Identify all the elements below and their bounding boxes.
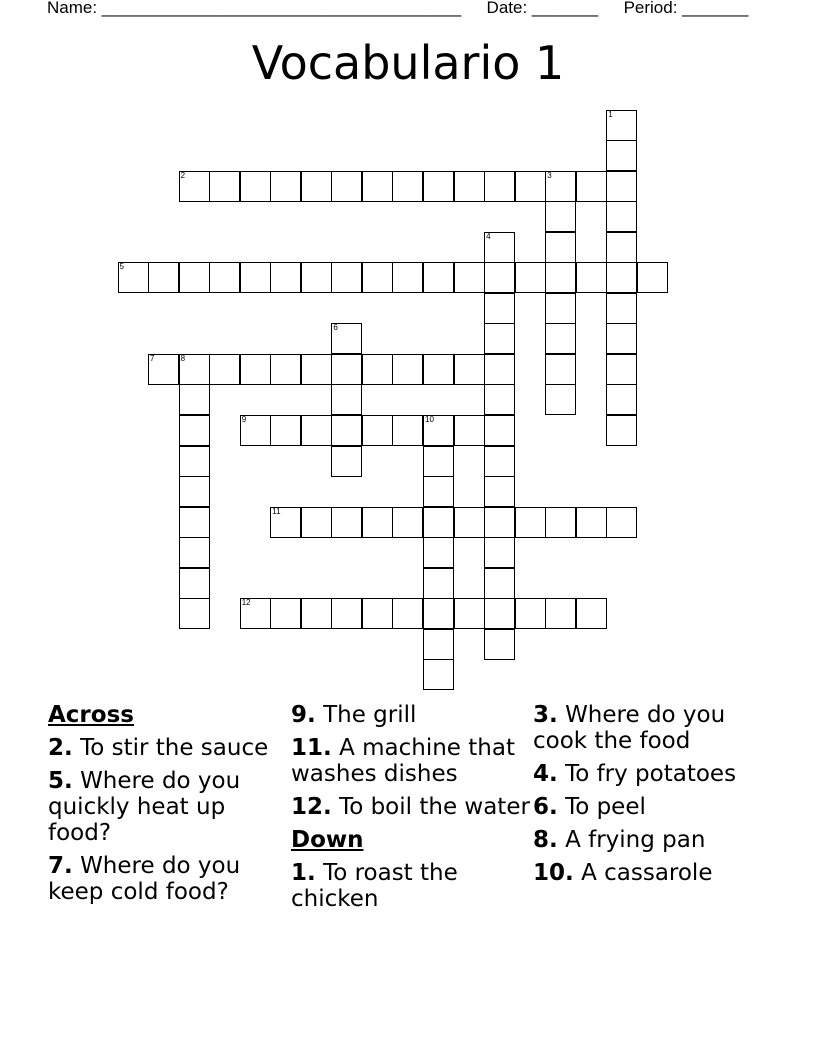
crossword-cell[interactable] <box>484 323 515 354</box>
crossword-cell[interactable] <box>484 568 515 599</box>
crossword-cell[interactable] <box>606 201 637 232</box>
crossword-cell[interactable] <box>484 384 515 415</box>
crossword-cell[interactable] <box>423 568 454 599</box>
crossword-cell[interactable] <box>331 446 362 477</box>
clue-number: 2 <box>180 170 186 180</box>
crossword-cell[interactable] <box>423 476 454 507</box>
clue-number: 11 <box>272 506 281 516</box>
crossword-cell[interactable] <box>484 232 515 263</box>
crossword-cell[interactable] <box>484 354 515 385</box>
crossword-cell[interactable] <box>545 293 576 324</box>
crossword-cell[interactable] <box>301 171 332 202</box>
crossword-cell[interactable] <box>179 537 210 568</box>
clue-number: 12 <box>241 598 251 608</box>
crossword-cell[interactable] <box>545 323 576 354</box>
crossword-cell[interactable] <box>545 171 576 202</box>
crossword-cell[interactable] <box>606 415 637 446</box>
crossword-cell[interactable] <box>331 262 362 293</box>
crossword-cell[interactable] <box>454 262 485 293</box>
crossword-cell[interactable] <box>392 262 423 293</box>
clue-down-4: 4. To fry potatoes <box>533 761 737 787</box>
crossword-cell[interactable] <box>484 507 515 538</box>
crossword-cell[interactable] <box>148 262 179 293</box>
clue-down-10: 10. A cassarole <box>533 860 713 886</box>
crossword-cell[interactable] <box>423 598 454 629</box>
crossword-cell[interactable] <box>118 262 149 293</box>
crossword-cell[interactable] <box>148 354 179 385</box>
crossword-cell[interactable] <box>179 171 210 202</box>
crossword-cell[interactable] <box>331 384 362 415</box>
crossword-cell[interactable] <box>545 598 576 629</box>
crossword-cell[interactable] <box>209 354 240 385</box>
crossword-cell[interactable] <box>545 354 576 385</box>
crossword-cell[interactable] <box>179 262 210 293</box>
crossword-cell[interactable] <box>484 537 515 568</box>
crossword-cell[interactable] <box>392 415 423 446</box>
crossword-cell[interactable] <box>545 232 576 263</box>
crossword-cell[interactable] <box>270 598 301 629</box>
crossword-cell[interactable] <box>484 171 515 202</box>
crossword-cell[interactable] <box>362 171 393 202</box>
clue-across-9: 9. The grill <box>291 702 417 728</box>
clue-column-3 <box>533 702 773 893</box>
crossword-cell[interactable] <box>484 293 515 324</box>
crossword-cell[interactable] <box>240 598 271 629</box>
crossword-cell[interactable] <box>179 446 210 477</box>
crossword-cell[interactable] <box>392 171 423 202</box>
crossword-cell[interactable] <box>484 598 515 629</box>
crossword-cell[interactable] <box>606 384 637 415</box>
crossword-cell[interactable] <box>423 354 454 385</box>
clue-column-2 <box>291 702 531 919</box>
crossword-cell[interactable] <box>606 110 637 141</box>
crossword-cell[interactable] <box>362 507 393 538</box>
crossword-cell[interactable] <box>484 415 515 446</box>
crossword-cell[interactable] <box>179 507 210 538</box>
crossword-cell[interactable] <box>545 201 576 232</box>
clue-number: 10 <box>425 415 434 424</box>
crossword-cell[interactable] <box>240 262 271 293</box>
crossword-cell[interactable] <box>515 171 546 202</box>
clue-number: 5 <box>119 262 124 272</box>
crossword-cell[interactable] <box>179 476 210 507</box>
crossword-cell[interactable] <box>301 507 332 538</box>
crossword-cell[interactable] <box>576 171 607 202</box>
clue-number: 4 <box>486 231 491 241</box>
clue-number: 6 <box>333 323 338 333</box>
clue-number: 1 <box>608 109 613 119</box>
crossword-cell[interactable] <box>301 598 332 629</box>
crossword-cell[interactable] <box>392 598 423 629</box>
crossword-cell[interactable] <box>423 537 454 568</box>
crossword-cell[interactable] <box>515 598 546 629</box>
crossword-cell[interactable] <box>270 354 301 385</box>
crossword-cell[interactable] <box>423 659 454 690</box>
crossword-cell[interactable] <box>331 323 362 354</box>
crossword-cell[interactable] <box>270 171 301 202</box>
crossword-cell[interactable] <box>331 415 362 446</box>
crossword-cell[interactable] <box>606 232 637 263</box>
clue-across-12: 12. To boil the water <box>291 794 530 820</box>
clue-across-2: 2. To stir the sauce <box>48 735 269 761</box>
crossword-cell[interactable] <box>606 140 637 171</box>
crossword-cell[interactable] <box>484 262 515 293</box>
crossword-cell[interactable] <box>392 354 423 385</box>
crossword-cell[interactable] <box>454 598 485 629</box>
crossword-cell[interactable] <box>240 354 271 385</box>
crossword-cell[interactable] <box>240 415 271 446</box>
crossword-cell[interactable] <box>423 507 454 538</box>
crossword-cell[interactable] <box>423 629 454 660</box>
crossword-cell[interactable] <box>454 354 485 385</box>
crossword-cell[interactable] <box>545 262 576 293</box>
crossword-cell[interactable] <box>423 446 454 477</box>
crossword-cell[interactable] <box>179 568 210 599</box>
name-field[interactable]: Name: ______________________________________ <box>47 0 462 17</box>
crossword-cell[interactable] <box>301 415 332 446</box>
clue-down-1: 1. To roast the chicken <box>291 860 458 912</box>
crossword-cell[interactable] <box>209 262 240 293</box>
page-title: Vocabulario 1 <box>251 36 565 90</box>
crossword-cell[interactable] <box>454 507 485 538</box>
clue-across-7: 7. Where do you keep cold food? <box>48 853 241 905</box>
clue-number: 3 <box>547 170 552 180</box>
clue-number: 9 <box>241 415 247 424</box>
crossword-cell[interactable] <box>454 171 485 202</box>
crossword-cell[interactable] <box>545 507 576 538</box>
clue-across-11: 11. A machine that washes dishes <box>291 735 515 787</box>
crossword-cell[interactable] <box>515 262 546 293</box>
crossword-cell[interactable] <box>301 354 332 385</box>
crossword-cell[interactable] <box>484 446 515 477</box>
crossword-cell[interactable] <box>301 262 332 293</box>
down-heading: Down <box>291 827 364 853</box>
crossword-cell[interactable] <box>362 598 393 629</box>
crossword-cell[interactable] <box>637 262 668 293</box>
crossword-cell[interactable] <box>484 629 515 660</box>
crossword-cell[interactable] <box>331 507 362 538</box>
crossword-cell[interactable] <box>576 262 607 293</box>
crossword-cell[interactable] <box>515 507 546 538</box>
crossword-cell[interactable] <box>392 507 423 538</box>
crossword-cell[interactable] <box>454 415 485 446</box>
crossword-cell[interactable] <box>606 293 637 324</box>
clue-across-5: 5. Where do you quickly heat up food? <box>48 768 241 846</box>
clue-down-6: 6. To peel <box>533 794 646 820</box>
clue-down-8: 8. A frying pan <box>533 827 706 853</box>
across-heading: Across <box>48 702 134 728</box>
crossword-cell[interactable] <box>484 476 515 507</box>
clue-number: 8 <box>180 353 186 363</box>
crossword-cell[interactable] <box>270 415 301 446</box>
crossword-cell[interactable] <box>606 171 637 202</box>
crossword-cell[interactable] <box>606 354 637 385</box>
crossword-cell[interactable] <box>331 598 362 629</box>
crossword-cell[interactable] <box>270 262 301 293</box>
crossword-cell[interactable] <box>545 384 576 415</box>
crossword-cell[interactable] <box>179 415 210 446</box>
date-field[interactable]: Date: _______ <box>486 0 599 17</box>
crossword-cell[interactable] <box>362 415 393 446</box>
crossword-cell[interactable] <box>362 354 393 385</box>
crossword-cell[interactable] <box>423 171 454 202</box>
crossword-cell[interactable] <box>179 598 210 629</box>
crossword-cell[interactable] <box>423 415 454 446</box>
crossword-cell[interactable] <box>331 354 362 385</box>
crossword-cell[interactable] <box>270 507 301 538</box>
crossword-cell[interactable] <box>576 598 607 629</box>
crossword-cell[interactable] <box>423 262 454 293</box>
crossword-cell[interactable] <box>606 507 637 538</box>
crossword-cell[interactable] <box>576 507 607 538</box>
crossword-cell[interactable] <box>606 323 637 354</box>
crossword-cell[interactable] <box>606 262 637 293</box>
crossword-cell[interactable] <box>179 384 210 415</box>
crossword-cell[interactable] <box>179 354 210 385</box>
crossword-cell[interactable] <box>240 171 271 202</box>
period-field[interactable]: Period: _______ <box>623 0 749 17</box>
crossword-cell[interactable] <box>331 171 362 202</box>
clue-down-3: 3. Where do you cook the food <box>533 702 726 754</box>
clue-column-1 <box>48 702 288 912</box>
clue-number: 7 <box>150 353 155 363</box>
crossword-cell[interactable] <box>209 171 240 202</box>
crossword-cell[interactable] <box>362 262 393 293</box>
